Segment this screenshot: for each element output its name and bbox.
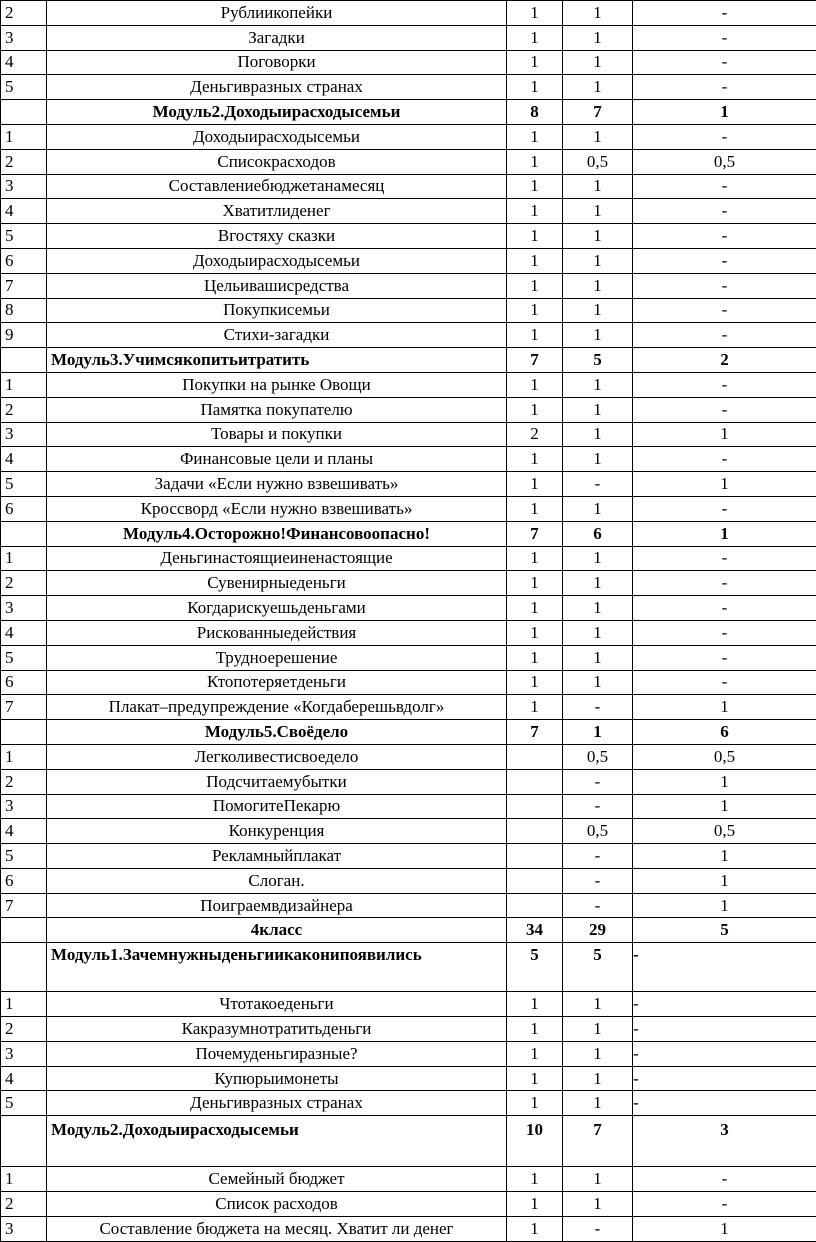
hours-practice: - [633, 620, 816, 645]
lesson-row [1, 620, 816, 645]
hours-theory: 0,5 [563, 819, 633, 844]
module-row [1, 348, 816, 373]
hours-practice: - [633, 596, 816, 621]
hours-theory: 1 [563, 1, 633, 26]
row-number: 6 [1, 670, 47, 695]
row-number: 4 [1, 819, 47, 844]
hours-practice: 3 [633, 1116, 816, 1167]
hours-theory: 1 [563, 645, 633, 670]
row-number: 4 [1, 447, 47, 472]
hours-theory: 1 [563, 397, 633, 422]
lesson-row [1, 1216, 816, 1241]
hours-total: 8 [507, 100, 563, 125]
module-title: Модуль2.Доходыирасходысемьи [47, 100, 507, 125]
row-number: 3 [1, 1041, 47, 1066]
hours-total: 1 [507, 124, 563, 149]
lesson-title: Кроссворд «Если нужно взвешивать» [47, 496, 507, 521]
lesson-row [1, 298, 816, 323]
hours-practice: 0,5 [633, 744, 816, 769]
hours-theory: 1 [563, 670, 633, 695]
hours-theory: 7 [563, 100, 633, 125]
hours-theory: 1 [563, 496, 633, 521]
hours-total: 1 [507, 496, 563, 521]
hours-theory: 1 [563, 298, 633, 323]
row-number: 4 [1, 1066, 47, 1091]
hours-theory: - [563, 794, 633, 819]
lesson-title: Памятка покупателю [47, 397, 507, 422]
row-number: 5 [1, 645, 47, 670]
hours-practice: - [633, 496, 816, 521]
hours-practice: - [633, 1091, 816, 1116]
lesson-title: Задачи «Если нужно взвешивать» [47, 472, 507, 497]
hours-total [507, 819, 563, 844]
lesson-title: Конкуренция [47, 819, 507, 844]
hours-practice: - [633, 248, 816, 273]
lesson-row [1, 1192, 816, 1217]
lesson-row [1, 769, 816, 794]
lesson-row [1, 50, 816, 75]
hours-total: 1 [507, 323, 563, 348]
lesson-row [1, 199, 816, 224]
module-title: Модуль2.Доходыирасходысемьи [47, 1116, 507, 1167]
hours-theory: 1 [563, 224, 633, 249]
hours-total: 1 [507, 1167, 563, 1192]
row-number: 5 [1, 75, 47, 100]
hours-total: 1 [507, 596, 563, 621]
hours-total: 10 [507, 1116, 563, 1167]
lesson-row [1, 496, 816, 521]
row-number: 2 [1, 769, 47, 794]
hours-practice: 1 [633, 695, 816, 720]
hours-total: 1 [507, 670, 563, 695]
lesson-row [1, 248, 816, 273]
hours-practice: - [633, 75, 816, 100]
row-number: 1 [1, 1167, 47, 1192]
lesson-row [1, 546, 816, 571]
module-title: Модуль5.Своёдело [47, 720, 507, 745]
hours-total: 1 [507, 695, 563, 720]
hours-theory: 1 [563, 50, 633, 75]
lesson-row [1, 571, 816, 596]
hours-total [507, 844, 563, 869]
hours-practice: - [633, 273, 816, 298]
row-number: 4 [1, 50, 47, 75]
lesson-title: Покупки на рынке Овощи [47, 372, 507, 397]
hours-total: 1 [507, 1066, 563, 1091]
hours-theory: 1 [563, 25, 633, 50]
hours-practice: - [633, 397, 816, 422]
hours-practice: - [633, 298, 816, 323]
hours-total: 1 [507, 25, 563, 50]
lesson-title: Составление бюджета на месяц. Хватит ли денег [47, 1216, 507, 1241]
row-number: 8 [1, 298, 47, 323]
lesson-row [1, 992, 816, 1017]
hours-total: 1 [507, 397, 563, 422]
hours-total: 1 [507, 645, 563, 670]
row-number [1, 943, 47, 992]
hours-theory: 1 [563, 372, 633, 397]
lesson-row [1, 819, 816, 844]
module-title: 4класс [47, 918, 507, 943]
lesson-row [1, 695, 816, 720]
row-number [1, 100, 47, 125]
hours-total: 1 [507, 447, 563, 472]
hours-practice: 1 [633, 893, 816, 918]
hours-theory: 1 [563, 323, 633, 348]
lesson-title: Хватитлиденег [47, 199, 507, 224]
row-number: 3 [1, 174, 47, 199]
lesson-title: Загадки [47, 25, 507, 50]
hours-theory: 1 [563, 596, 633, 621]
hours-total: 1 [507, 472, 563, 497]
lesson-title: Список расходов [47, 1192, 507, 1217]
lesson-title: Ктопотеряетденьги [47, 670, 507, 695]
hours-practice: - [633, 1017, 816, 1042]
lesson-row [1, 447, 816, 472]
hours-total: 1 [507, 571, 563, 596]
hours-theory: 1 [563, 546, 633, 571]
row-number [1, 348, 47, 373]
module-title: Модуль1.Зачемнужныденьгиикаконипоявились [47, 943, 507, 992]
hours-total [507, 794, 563, 819]
lesson-title: Семейный бюджет [47, 1167, 507, 1192]
hours-practice: - [633, 124, 816, 149]
lesson-row [1, 868, 816, 893]
lesson-title: Рублиикопейки [47, 1, 507, 26]
hours-theory: 0,5 [563, 744, 633, 769]
row-number: 1 [1, 992, 47, 1017]
lesson-title: Деньгивразных странах [47, 75, 507, 100]
lesson-title: Списокрасходов [47, 149, 507, 174]
row-number: 2 [1, 1017, 47, 1042]
row-number [1, 1116, 47, 1167]
row-number: 9 [1, 323, 47, 348]
lesson-row [1, 645, 816, 670]
hours-practice: 1 [633, 769, 816, 794]
lesson-row [1, 794, 816, 819]
hours-practice: - [633, 1192, 816, 1217]
row-number: 1 [1, 124, 47, 149]
lesson-title: Плакат–предупреждение «Когдаберешьвдолг» [47, 695, 507, 720]
hours-theory: 7 [563, 1116, 633, 1167]
row-number: 2 [1, 149, 47, 174]
hours-theory: 1 [563, 1017, 633, 1042]
lesson-title: Слоган. [47, 868, 507, 893]
hours-practice: 1 [633, 472, 816, 497]
lesson-row [1, 25, 816, 50]
hours-theory: - [563, 893, 633, 918]
module-row [1, 521, 816, 546]
row-number: 2 [1, 397, 47, 422]
hours-theory: 0,5 [563, 149, 633, 174]
lesson-row [1, 1167, 816, 1192]
lesson-title: Сувенирныеденьги [47, 571, 507, 596]
hours-theory: - [563, 472, 633, 497]
hours-practice: - [633, 372, 816, 397]
hours-practice: 1 [633, 100, 816, 125]
lesson-title: Финансовые цели и планы [47, 447, 507, 472]
hours-theory: 1 [563, 720, 633, 745]
hours-total: 1 [507, 546, 563, 571]
hours-practice: - [633, 25, 816, 50]
hours-practice: - [633, 992, 816, 1017]
lesson-title: Поговорки [47, 50, 507, 75]
row-number: 7 [1, 273, 47, 298]
lesson-title: Рискованныедействия [47, 620, 507, 645]
lesson-row [1, 1, 816, 26]
hours-theory: 1 [563, 75, 633, 100]
lesson-row [1, 124, 816, 149]
lesson-title: Товары и покупки [47, 422, 507, 447]
lesson-title: Купюрыимонеты [47, 1066, 507, 1091]
hours-total: 1 [507, 248, 563, 273]
hours-practice: - [633, 1041, 816, 1066]
hours-total: 1 [507, 620, 563, 645]
hours-theory: - [563, 844, 633, 869]
module-title: Модуль3.Учимсякопитьитратить [47, 348, 507, 373]
hours-theory: - [563, 769, 633, 794]
hours-theory: 1 [563, 992, 633, 1017]
lesson-title: Составлениебюджетанамесяц [47, 174, 507, 199]
hours-total [507, 868, 563, 893]
lesson-title: Стихи-загадки [47, 323, 507, 348]
lesson-row [1, 372, 816, 397]
lesson-title: Легколивестисвоедело [47, 744, 507, 769]
hours-practice: 1 [633, 422, 816, 447]
lesson-row [1, 422, 816, 447]
lesson-row [1, 1017, 816, 1042]
row-number: 5 [1, 844, 47, 869]
row-number: 3 [1, 596, 47, 621]
module-row [1, 100, 816, 125]
row-number: 2 [1, 1, 47, 26]
hours-theory: 1 [563, 1167, 633, 1192]
lesson-title: Почемуденьгиразные? [47, 1041, 507, 1066]
hours-total: 7 [507, 348, 563, 373]
hours-practice: - [633, 224, 816, 249]
hours-total: 1 [507, 298, 563, 323]
hours-practice: 5 [633, 918, 816, 943]
hours-total: 1 [507, 1017, 563, 1042]
hours-practice: - [633, 943, 816, 992]
hours-total [507, 744, 563, 769]
hours-total: 1 [507, 75, 563, 100]
row-number: 6 [1, 496, 47, 521]
hours-practice: 1 [633, 844, 816, 869]
lesson-row [1, 224, 816, 249]
hours-total: 1 [507, 1192, 563, 1217]
hours-total: 7 [507, 521, 563, 546]
lesson-title: Доходыирасходысемьи [47, 124, 507, 149]
hours-practice: 0,5 [633, 149, 816, 174]
row-number: 2 [1, 571, 47, 596]
hours-theory: 1 [563, 447, 633, 472]
hours-total [507, 893, 563, 918]
lesson-title: Покупкисемьи [47, 298, 507, 323]
row-number: 3 [1, 25, 47, 50]
row-number: 5 [1, 1091, 47, 1116]
row-number: 5 [1, 224, 47, 249]
lesson-title: ПомогитеПекарю [47, 794, 507, 819]
lesson-title: Деньгивразных странах [47, 1091, 507, 1116]
hours-total: 1 [507, 273, 563, 298]
hours-theory: 1 [563, 620, 633, 645]
lesson-row [1, 149, 816, 174]
row-number: 4 [1, 620, 47, 645]
hours-total: 1 [507, 1041, 563, 1066]
lesson-title: Вгостяху сказки [47, 224, 507, 249]
row-number: 7 [1, 695, 47, 720]
hours-practice: - [633, 199, 816, 224]
hours-theory: 1 [563, 174, 633, 199]
lesson-title: Рекламныйплакат [47, 844, 507, 869]
hours-total: 1 [507, 1, 563, 26]
hours-total: 1 [507, 149, 563, 174]
hours-theory: - [563, 868, 633, 893]
lesson-row [1, 1041, 816, 1066]
curriculum-table-body [1, 1, 816, 1242]
row-number: 3 [1, 1216, 47, 1241]
lesson-title: Трудноерешение [47, 645, 507, 670]
row-number: 6 [1, 868, 47, 893]
hours-practice: - [633, 1, 816, 26]
lesson-row [1, 670, 816, 695]
row-number: 5 [1, 472, 47, 497]
lesson-row [1, 744, 816, 769]
hours-total: 1 [507, 992, 563, 1017]
hours-practice: 1 [633, 521, 816, 546]
lesson-title: Какразумнотратитьденьги [47, 1017, 507, 1042]
module-row [1, 1116, 816, 1167]
hours-theory: 1 [563, 571, 633, 596]
hours-theory: 1 [563, 248, 633, 273]
module-row [1, 918, 816, 943]
hours-total [507, 769, 563, 794]
lesson-row [1, 1066, 816, 1091]
hours-practice: - [633, 546, 816, 571]
hours-total: 1 [507, 372, 563, 397]
hours-practice: - [633, 571, 816, 596]
hours-theory: 5 [563, 348, 633, 373]
hours-practice: 0,5 [633, 819, 816, 844]
hours-practice: - [633, 447, 816, 472]
row-number: 7 [1, 893, 47, 918]
lesson-row [1, 1091, 816, 1116]
row-number: 3 [1, 794, 47, 819]
lesson-title: Доходыирасходысемьи [47, 248, 507, 273]
lesson-row [1, 472, 816, 497]
lesson-row [1, 174, 816, 199]
hours-total: 5 [507, 943, 563, 992]
hours-theory: 1 [563, 1192, 633, 1217]
hours-total: 1 [507, 50, 563, 75]
row-number: 1 [1, 372, 47, 397]
hours-total: 1 [507, 174, 563, 199]
row-number: 4 [1, 199, 47, 224]
hours-total: 2 [507, 422, 563, 447]
module-row [1, 720, 816, 745]
hours-theory: 29 [563, 918, 633, 943]
row-number [1, 918, 47, 943]
hours-theory: 1 [563, 1066, 633, 1091]
row-number: 3 [1, 422, 47, 447]
lesson-title: Подсчитаемубытки [47, 769, 507, 794]
row-number: 2 [1, 1192, 47, 1217]
hours-practice: - [633, 1167, 816, 1192]
hours-theory: - [563, 695, 633, 720]
lesson-title: Чтотакоеденьги [47, 992, 507, 1017]
lesson-row [1, 893, 816, 918]
hours-theory: 1 [563, 422, 633, 447]
hours-practice: - [633, 670, 816, 695]
hours-total: 1 [507, 1216, 563, 1241]
row-number [1, 720, 47, 745]
lesson-row [1, 397, 816, 422]
hours-practice: 1 [633, 1216, 816, 1241]
hours-total: 1 [507, 1091, 563, 1116]
lesson-row [1, 75, 816, 100]
hours-theory: 6 [563, 521, 633, 546]
lesson-row [1, 844, 816, 869]
lesson-row [1, 323, 816, 348]
hours-practice: 1 [633, 794, 816, 819]
hours-theory: 1 [563, 124, 633, 149]
lesson-title: Когдарискуешьденьгами [47, 596, 507, 621]
hours-practice: - [633, 50, 816, 75]
hours-theory: 1 [563, 199, 633, 224]
hours-total: 7 [507, 720, 563, 745]
hours-theory: - [563, 1216, 633, 1241]
row-number: 1 [1, 546, 47, 571]
lesson-title: Деньгинастоящиеиненастоящие [47, 546, 507, 571]
hours-theory: 1 [563, 1091, 633, 1116]
hours-total: 34 [507, 918, 563, 943]
row-number: 1 [1, 744, 47, 769]
hours-practice: - [633, 645, 816, 670]
lesson-title: Поиграемвдизайнера [47, 893, 507, 918]
hours-practice: 6 [633, 720, 816, 745]
lesson-row [1, 596, 816, 621]
hours-practice: 2 [633, 348, 816, 373]
module-title: Модуль4.Осторожно!Финансовоопасно! [47, 521, 507, 546]
row-number [1, 521, 47, 546]
row-number: 6 [1, 248, 47, 273]
hours-theory: 1 [563, 1041, 633, 1066]
hours-total: 1 [507, 199, 563, 224]
lesson-row [1, 273, 816, 298]
hours-total: 1 [507, 224, 563, 249]
hours-practice: - [633, 174, 816, 199]
lesson-title: Цельивашисредства [47, 273, 507, 298]
hours-practice: - [633, 323, 816, 348]
hours-theory: 5 [563, 943, 633, 992]
hours-practice: 1 [633, 868, 816, 893]
hours-practice: - [633, 1066, 816, 1091]
module-row [1, 943, 816, 992]
hours-theory: 1 [563, 273, 633, 298]
